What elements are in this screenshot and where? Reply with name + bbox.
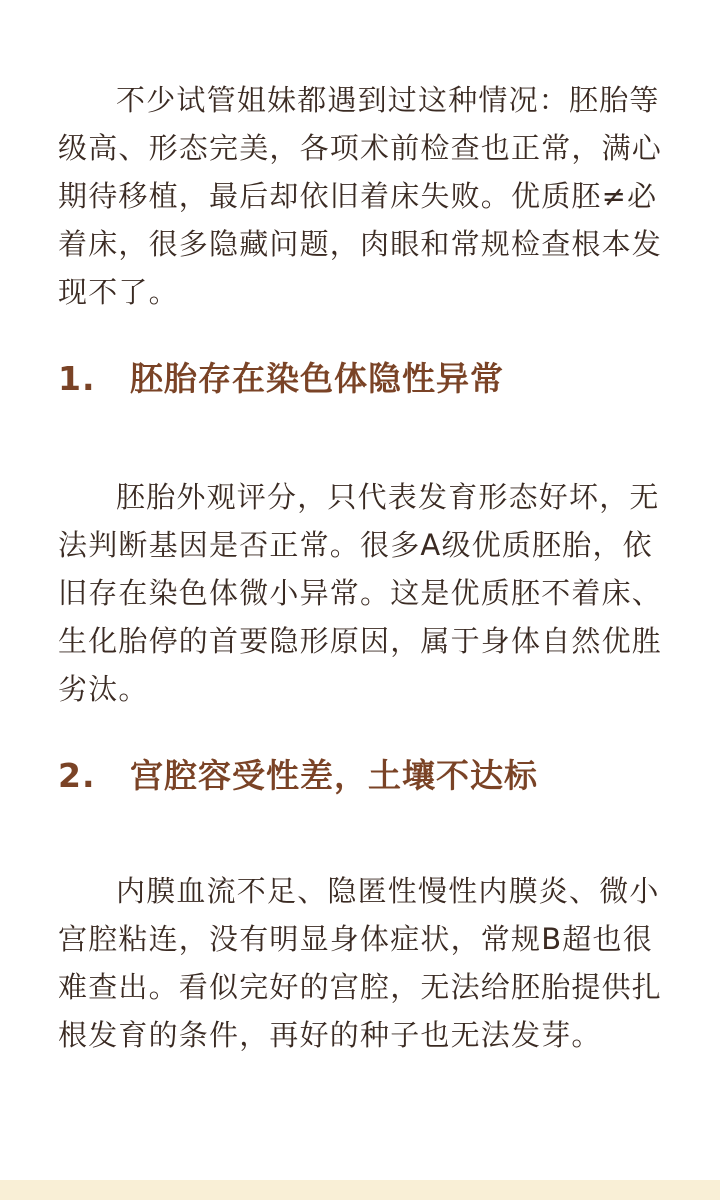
section-body-1: 胚胎外观评分，只代表发育形态好坏，无法判断基因是否正常。很多A级优质胚胎，依旧存在染色体微小异常。这是优质胚不着床、生化胎停的首要隐形原因，属于身体自然优胜劣汰。 <box>58 480 663 706</box>
section-title-2: 宫腔容受性差，土壤不达标 <box>130 756 538 795</box>
bottom-decorative-band <box>0 1180 720 1200</box>
section-number-2: 2. <box>58 756 96 795</box>
section-number-1: 1. <box>58 359 96 398</box>
section-title-1: 胚胎存在染色体隐性异常 <box>130 359 504 398</box>
section-heading-2 <box>58 754 698 798</box>
section-body-2: 内膜血流不足、隐匿性慢性内膜炎、微小宫腔粘连，没有明显身体症状，常规B超也很难查出。看似完好的宫腔，无法给胚胎提供扎根发育的条件，再好的种子也无法发芽。 <box>58 874 663 1052</box>
intro-paragraph: 不少试管姐妹都遇到过这种情况：胚胎等级高、形态完美，各项术前检查也正常，满心期待移植，最后却依旧着床失败。优质胚≠必着床，很多隐藏问题，肉眼和常规检查根本发现不了。 <box>58 83 663 309</box>
section-heading-1 <box>58 357 698 401</box>
